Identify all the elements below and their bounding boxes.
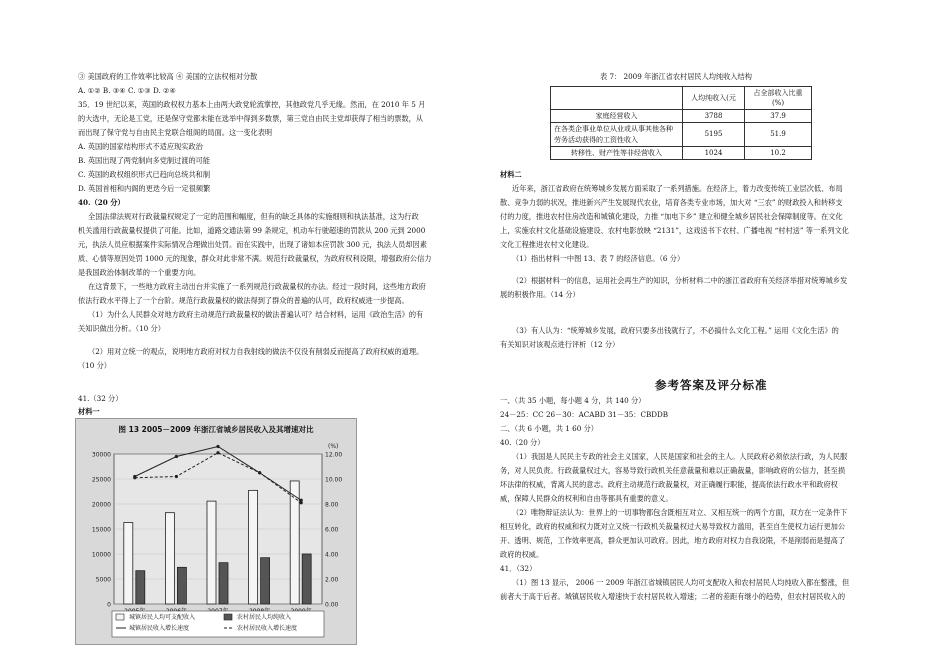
table-row	[551, 123, 812, 146]
q35-stem-3: 而出现了保守党与自由民主党联合组阁的局面。这一变化表明	[78, 128, 273, 137]
q40-material-line3: 元，执法人员应根据案件实际情况合理做出处罚。而在实践中，出现了诸如本应罚款 300 元，执法人员却因素	[78, 240, 427, 249]
answer-line: 坏法律的权威，背离人民的意志。政府主动规范行政裁量权，对正确履行职能，提高依法行政水平和政府权	[500, 480, 838, 489]
bar-urban-income	[165, 513, 174, 604]
y2-axis-unit: (%)	[328, 443, 339, 450]
q40-question2-line1: （2）用对立统一的观点，说明地方政府对权力自我射线的做法不仅没有削弱反而提高了政府权威的道理。	[88, 347, 424, 356]
rural-growth-line-point	[258, 471, 261, 474]
y-tick-label: 30000	[91, 451, 111, 459]
y2-tick-label: 6.00	[325, 526, 339, 534]
y-tick-label: 25000	[91, 476, 111, 484]
q34-options-line1: ③ 美国政府的工作效率比较高 ④ 美国的立法权相对分散	[78, 72, 258, 81]
q40-question1-line1: （1）为什么人民群众对地方政府主动规范行政裁量权的做法普遍认可？结合材料，运用《政治生活》的有	[88, 310, 424, 319]
table-row	[551, 110, 812, 123]
q40-material-line4: 质、心情等原因处罚 1000 元的现象，群众对此非常不满。规范行政裁量权，为政府权利设限，增强政府公信力	[78, 254, 432, 263]
answer-line: 务，对人民负责。行政裁量权过大，容易导致行政机关任意裁量和难以正确裁量，影响政府的公信力，甚至损	[500, 466, 846, 475]
answer-line: 开、透明、规范，工作效率更高，群众更加认可政府。因此，地方政府对权力自我设限，不是削弱而是提高了	[500, 536, 846, 545]
material-two-line4: 上，实施农村文化基础设施建设、农村电影放映 “2131”，这戏送书下农村、广播电视 “村村送” 等一系列文化	[500, 226, 849, 235]
answer-line: 40.（20 分）	[500, 438, 545, 447]
material-one-label: 材料一	[78, 407, 100, 416]
question41-2-line2: 展的积极作用。（14 分）	[500, 290, 580, 299]
table-cell: 转移性、财产性等非经营收入	[551, 146, 683, 159]
urban-growth-line-point	[216, 445, 219, 448]
q35-stem-1: 35．19 世纪以来，英国的政权权力基本上由两大政党轮流掌控，其他政党几乎无缘。然而，在 2010 年 5 月	[78, 100, 426, 109]
table-cell: 5195	[683, 123, 745, 146]
table-row	[551, 146, 812, 159]
question41-1: （1）指出材料一中图 13、表 7 的经济信息。（6 分）	[512, 254, 685, 263]
answer-line: 41．（32）	[500, 564, 537, 573]
table-cell: 1024	[683, 146, 745, 159]
q40-material-line6: 在这背景下，一些地方政府主动出台并实施了一系列规范行政裁量权的办法。经过一段时间，这些地方政府	[88, 282, 426, 291]
table-cell: 10.2	[745, 146, 812, 159]
answer-line: 24－25：CC 26－30：ACABD 31－35：CBDDB	[500, 410, 669, 419]
table-head-cell: 人均纯收入(元	[683, 87, 745, 110]
table-row	[551, 87, 812, 110]
q40-material-line5: 是我国政治体制改革的一个重要方向。	[78, 268, 201, 277]
answer-line: （2）唯物辩证法认为：世界上的一切事物都包含既相互对立、又相互统一的两个方面，双方在一定条件下	[512, 508, 848, 517]
answer-line: （1）图 13 显示， 2006 一 2009 年浙江省城镇居民人均可支配收入和农村居民人均纯收入都在整涨，但	[512, 578, 850, 587]
y2-tick-label: 8.00	[325, 501, 339, 509]
question41-3-line1: （3）有人认为：“统筹城乡发展，政府只要多出钱就行了，不必搞什么文化工程。” 运用《文化生活》的	[512, 326, 839, 335]
q35-option-c: C. 英国的政权组织形式已趋向总统共和制	[78, 170, 211, 179]
q40-material-line1: 全国法律法规对行政裁量权规定了一定的范围和幅度，但有的缺乏具体的实施细则和执法基准，这为行政	[88, 212, 419, 221]
y-tick-label: 0	[107, 601, 111, 609]
q35-stem-2: 的大选中，无论是工党，还是保守党都未能在选举中得到多数票，第三党自由民主党却获得了相当的票数，从	[78, 114, 424, 123]
material-two-line2: 散、竞争力弱的状况，推进新兴产生发展现代农业，培育各类专业市场，加大对 “三农” 的财政投入和转移支	[500, 198, 843, 207]
answer-line: 相互转化，政府的权威和权力既对立又统一行政机关裁量权过大易导致权力滥用，甚至自生使权力运行更加公	[500, 522, 846, 531]
bar-rural-income	[261, 558, 270, 604]
rural-growth-line-point	[300, 501, 303, 504]
rural-growth-line-point	[133, 476, 136, 479]
material-two-line5: 文化工程推进农村文化建设。	[500, 240, 594, 249]
bar-rural-income	[136, 571, 145, 604]
q40-material-line7: 依法行政水平得上了一个台阶。规范行政裁量权的做法得到了群众的普遍的认可，政府权威进一步提高。	[78, 296, 409, 305]
rural-growth-line-point	[175, 475, 178, 478]
q41-title: 41.（32 分）	[78, 394, 123, 403]
answer-key-title: 参考答案及评分标准	[655, 378, 768, 392]
bar-rural-income	[302, 554, 311, 604]
table7-title: 表 7： 2009 年浙江省农村居民人均纯收入结构	[600, 72, 752, 81]
urban-growth-line-point	[175, 455, 178, 458]
y-tick-label: 10000	[91, 551, 111, 559]
table-cell: 51.9	[745, 123, 812, 146]
table-cell: 家庭经营收入	[551, 110, 683, 123]
material-two-line3: 付的力度，推进农村住房改造和城镇化建设，力推 “加电下乡” 建立和健全城乡居民社会保障制度等。在文化	[500, 212, 843, 221]
q40-question1-line2: 关知识做出分析。（10 分）	[78, 324, 165, 333]
answer-line: 政府的权威。	[500, 550, 544, 559]
legend-swatch	[224, 614, 232, 620]
answer-line: 一、（共 35 小题，每小题 4 分，共 140 分）	[500, 396, 646, 405]
answer-line: 威，保障人民群众的权利和自由等都具有重要的意义。	[500, 494, 673, 503]
table-head-cell: 占全部收入比重(%)	[745, 87, 812, 110]
y2-tick-label: 12.00	[325, 451, 343, 459]
legend-label: 城镇居民收入增长速度	[129, 625, 190, 632]
y-tick-label: 5000	[95, 576, 111, 584]
y2-tick-label: 0.00	[325, 601, 339, 609]
legend-label: 城镇居民人均可支配收入	[129, 614, 196, 621]
material-two-line1: 近年来，浙江省政府在统筹城乡发展方面采取了一系列措施。在经济上，着力改变传统工业层次低、布局	[512, 184, 843, 193]
table-cell: 37.9	[745, 110, 812, 123]
table7	[550, 86, 812, 160]
bar-rural-income	[177, 567, 186, 604]
q40-title: 40.（20 分）	[78, 198, 125, 207]
bar-urban-income	[124, 523, 133, 604]
y2-tick-label: 2.00	[325, 576, 339, 584]
chart-figure-13	[75, 418, 357, 645]
table-cell: 在各类企事业单位从业或从事其他各种劳务活动获得的工资性收入	[551, 123, 683, 146]
legend-label: 农村居民人均纯收入	[237, 614, 292, 621]
rural-growth-line-point	[216, 451, 219, 454]
answer-line: 前者大于高于后者。城镇居民收入增速快于农村居民收入增速；二者的差距有继小的趋势，但农村居民收入的	[500, 592, 846, 601]
bar-urban-income	[249, 490, 258, 604]
y2-tick-label: 10.00	[325, 476, 343, 484]
y2-tick-label: 4.00	[325, 551, 339, 559]
table-head-cell	[551, 87, 683, 110]
q35-option-d: D. 英国首相和内阁的更迭今后一定很频繁	[78, 184, 211, 193]
question41-2-line1: （2）根据材料一的信息，运用社会再生产的知识，分析材料二中的浙江省政府有关经济举措对统筹城乡发	[512, 276, 848, 285]
material-two-label: 材料二	[500, 170, 522, 179]
q40-material-line2: 机关滥用行政裁量权提供了可能。比如，道路交通法第 99 条规定，机动车行驶超速的罚款从 200 元到 2000	[78, 226, 426, 235]
y-tick-label: 15000	[91, 526, 111, 534]
bar-urban-income	[290, 481, 299, 604]
answer-line: 二、（共 6 小题，共 1 60 分）	[500, 424, 598, 433]
q35-option-a: A. 英国的国家结构形式不适应现实政治	[78, 142, 203, 151]
chart-title: 图 13 2005－2009 年浙江省城乡居民收入及其增速对比	[118, 425, 314, 434]
table-cell: 3788	[683, 110, 745, 123]
bar-rural-income	[219, 563, 228, 604]
question41-3-line2: 有关知识对该观点进行评析（12 分）	[500, 340, 620, 349]
legend-swatch	[116, 614, 124, 620]
answer-line: （1）我国是人民民主专政的社会主义国家，人民是国家和社会的主人。人民政府必须依法行政，为人民服	[512, 452, 848, 461]
income-chart-svg	[76, 419, 356, 644]
legend-label: 农村居民收入增长速度	[237, 625, 298, 632]
q35-option-b: B. 英国出现了两党制向多党制过渡的可能	[78, 156, 211, 165]
y-tick-label: 20000	[91, 501, 111, 509]
bar-urban-income	[207, 501, 216, 604]
q34-options-line2: A. ①② B. ③④ C. ①③ D. ②④	[78, 86, 176, 95]
q40-question2-line2: （10 分）	[78, 361, 111, 370]
